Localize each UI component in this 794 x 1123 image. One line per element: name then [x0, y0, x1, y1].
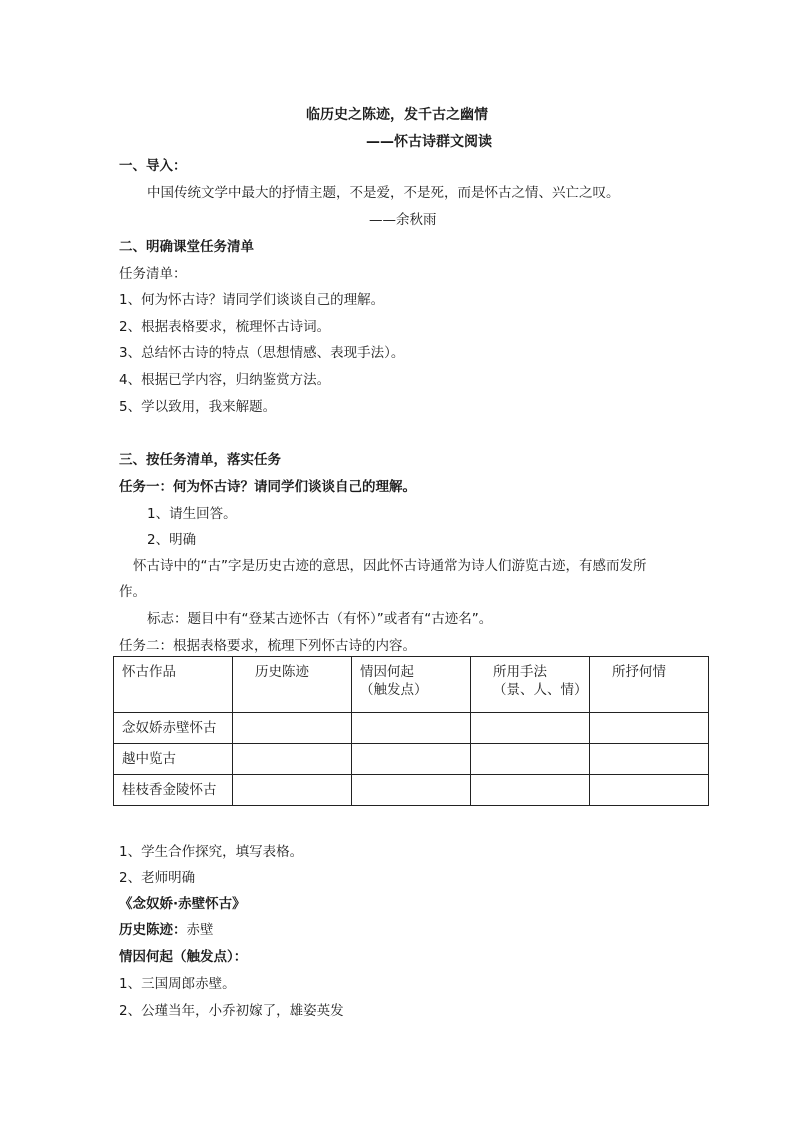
task1-paragraph-line1: 怀古诗中的“古”字是历史古迹的意思，因此怀古诗通常为诗人们游览古迹，有感而发所 — [133, 558, 647, 574]
task-list-item: 5、学以致用，我来解题。 — [119, 399, 277, 415]
document-title: 临历史之陈迹，发千古之幽情 — [306, 107, 488, 123]
task-list-item: 3、总结怀古诗的特点（思想情感、表现手法）。 — [119, 345, 405, 361]
relic-value: 赤壁 — [186, 922, 214, 938]
task-list-intro: 任务清单： — [119, 266, 187, 282]
poem-name: 越中览古 — [122, 751, 176, 767]
table-cell — [471, 775, 590, 806]
section3-heading: 三、按任务清单，落实任务 — [119, 452, 281, 468]
table-cell — [352, 713, 471, 744]
poem-title: 《念奴娇·赤壁怀古》 — [119, 896, 246, 912]
header-line: 怀古作品 — [122, 664, 176, 680]
task1-step: 1、请生回答。 — [147, 506, 237, 522]
table-row — [114, 775, 709, 806]
table-cell — [233, 713, 352, 744]
table-header-cell — [114, 657, 233, 713]
table-row — [114, 744, 709, 775]
table-row — [114, 713, 709, 744]
table-cell — [233, 744, 352, 775]
section1-heading: 一、导入： — [119, 158, 187, 174]
table-cell — [471, 744, 590, 775]
after-table-step: 2、老师明确 — [119, 870, 196, 886]
table-cell — [352, 744, 471, 775]
table-cell — [590, 744, 709, 775]
trigger-heading: 情因何起（触发点）： — [119, 949, 248, 965]
document-subtitle: ——怀古诗群文阅读 — [366, 134, 492, 150]
historical-relic-line — [119, 921, 214, 939]
header-line: 所用手法 — [493, 664, 547, 680]
task-list-item: 2、根据表格要求，梳理怀古诗词。 — [119, 319, 331, 335]
poem-name: 桂枝香金陵怀古 — [122, 782, 217, 798]
task1-mark: 标志：题目中有“登某古迹怀古（有怀）”或者有“古迹名”。 — [147, 611, 493, 627]
table-header-cell — [233, 657, 352, 713]
table-header-cell — [471, 657, 590, 713]
table-cell — [352, 775, 471, 806]
trigger-item: 1、三国周郎赤壁。 — [119, 976, 236, 992]
table-cell — [114, 744, 233, 775]
trigger-item: 2、公瑾当年，小乔初嫁了，雄姿英发 — [119, 1003, 344, 1019]
header-line: 历史陈迹 — [255, 664, 309, 680]
task1-paragraph-line2: 作。 — [119, 584, 146, 600]
table-cell — [114, 775, 233, 806]
header-sub-line: （景、人、情） — [493, 682, 588, 698]
header-line: 所抒何情 — [612, 664, 666, 680]
task1-heading: 任务一：何为怀古诗？请同学们谈谈自己的理解。 — [119, 479, 416, 495]
poem-table — [113, 656, 709, 806]
table-header-cell — [352, 657, 471, 713]
table-cell — [590, 775, 709, 806]
table-cell — [471, 713, 590, 744]
table-cell — [590, 713, 709, 744]
relic-label: 历史陈迹： — [119, 922, 187, 938]
table-cell — [233, 775, 352, 806]
task-list-item: 4、根据已学内容，归纳鉴赏方法。 — [119, 372, 331, 388]
task2-heading: 任务二：根据表格要求，梳理下列怀古诗的内容。 — [119, 638, 416, 654]
section2-heading: 二、明确课堂任务清单 — [119, 239, 254, 255]
header-line: 情因何起 — [360, 664, 414, 680]
intro-quote: 中国传统文学中最大的抒情主题，不是爱，不是死，而是怀古之情、兴亡之叹。 — [147, 185, 620, 201]
after-table-step: 1、学生合作探究，填写表格。 — [119, 844, 304, 860]
header-sub-line: （触发点） — [360, 682, 428, 698]
table-header-row — [114, 657, 709, 713]
quote-author: ——余秋雨 — [369, 212, 437, 228]
task1-step: 2、明确 — [147, 532, 197, 548]
table-header-cell — [590, 657, 709, 713]
task-list-item: 1、何为怀古诗？请同学们谈谈自己的理解。 — [119, 292, 385, 308]
poem-name: 念奴娇赤壁怀古 — [122, 720, 217, 736]
table-cell — [114, 713, 233, 744]
